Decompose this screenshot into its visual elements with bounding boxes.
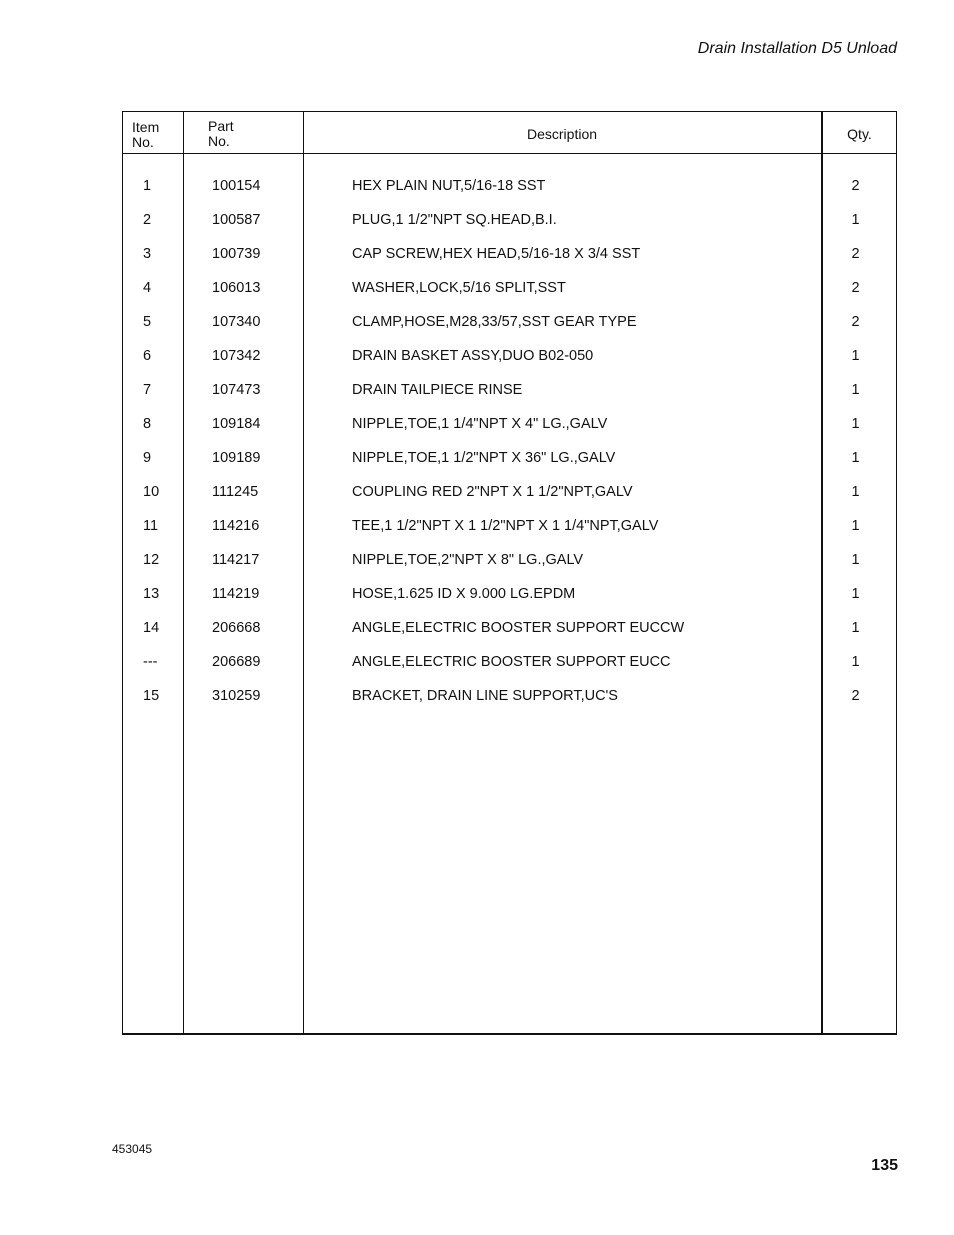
row-description: HEX PLAIN NUT,5/16-18 SST: [352, 178, 546, 194]
row-item-number: 12: [143, 552, 160, 568]
column-header-description: Description: [526, 126, 598, 142]
page-number: 135: [871, 1157, 898, 1174]
row-quantity: 1: [851, 518, 860, 534]
row-quantity: 2: [851, 178, 860, 194]
column-header-part: [208, 119, 234, 149]
row-description: CAP SCREW,HEX HEAD,5/16-18 X 3/4 SST: [352, 246, 641, 262]
row-part-number: 206689: [212, 654, 261, 670]
document-number: 453045: [112, 1142, 153, 1156]
row-item-number: 3: [143, 246, 152, 262]
row-description: NIPPLE,TOE,1 1/2"NPT X 36" LG.,GALV: [352, 450, 616, 466]
row-item-number: 9: [143, 450, 152, 466]
table-row: [123, 550, 896, 570]
row-item-number: 6: [143, 348, 152, 364]
column-header-part-line1: Part: [208, 118, 234, 134]
row-part-number: 114217: [212, 552, 260, 568]
row-part-number: 107340: [212, 314, 261, 330]
row-description: ANGLE,ELECTRIC BOOSTER SUPPORT EUCCW: [352, 620, 685, 636]
row-item-number: 5: [143, 314, 152, 330]
row-item-number: 4: [143, 280, 152, 296]
row-description: CLAMP,HOSE,M28,33/57,SST GEAR TYPE: [352, 314, 637, 330]
row-description: TEE,1 1/2"NPT X 1 1/2"NPT X 1 1/4"NPT,GALV: [352, 518, 659, 534]
table-row: [123, 482, 896, 502]
row-part-number: 107342: [212, 348, 261, 364]
table-row: [123, 584, 896, 604]
row-quantity: 1: [851, 450, 860, 466]
row-part-number: 310259: [212, 688, 261, 704]
table-row: [123, 210, 896, 230]
row-description: PLUG,1 1/2"NPT SQ.HEAD,B.I.: [352, 212, 557, 228]
row-item-number: 11: [143, 518, 159, 534]
row-item-number: ---: [143, 654, 158, 670]
row-item-number: 8: [143, 416, 152, 432]
row-quantity: 1: [851, 348, 860, 364]
row-item-number: 13: [143, 586, 160, 602]
row-description: ANGLE,ELECTRIC BOOSTER SUPPORT EUCC: [352, 654, 671, 670]
column-header-item: [132, 120, 159, 150]
row-item-number: 14: [143, 620, 160, 636]
row-quantity: 1: [851, 620, 860, 636]
header-divider: [123, 153, 896, 154]
column-header-qty: Qty.: [847, 126, 872, 142]
row-quantity: 1: [851, 382, 860, 398]
parts-table: [122, 111, 897, 1035]
row-item-number: 15: [143, 688, 160, 704]
row-quantity: 1: [851, 586, 860, 602]
table-row: [123, 244, 896, 264]
table-row: [123, 686, 896, 706]
table-row: [123, 618, 896, 638]
table-row: [123, 312, 896, 332]
row-quantity: 2: [851, 688, 860, 704]
row-description: DRAIN BASKET ASSY,DUO B02-050: [352, 348, 594, 364]
row-part-number: 109184: [212, 416, 261, 432]
row-quantity: 1: [851, 654, 860, 670]
row-item-number: 1: [143, 178, 152, 194]
row-quantity: 2: [851, 280, 860, 296]
row-item-number: 7: [143, 382, 152, 398]
column-header-item-line1: Item: [132, 119, 160, 135]
row-quantity: 1: [851, 416, 860, 432]
row-description: NIPPLE,TOE,2"NPT X 8" LG.,GALV: [352, 552, 584, 568]
table-row: [123, 448, 896, 468]
row-quantity: 1: [851, 212, 860, 228]
row-item-number: 2: [143, 212, 152, 228]
column-header-part-line2: No.: [208, 133, 230, 149]
table-row: [123, 176, 896, 196]
table-row: [123, 414, 896, 434]
row-quantity: 2: [851, 314, 860, 330]
table-row: [123, 380, 896, 400]
row-part-number: 100154: [212, 178, 261, 194]
running-head-title: Drain Installation D5 Unload: [697, 40, 897, 57]
row-quantity: 1: [851, 484, 860, 500]
row-part-number: 111245: [212, 484, 259, 500]
row-description: COUPLING RED 2"NPT X 1 1/2"NPT,GALV: [352, 484, 633, 500]
row-part-number: 114216: [212, 518, 260, 534]
row-description: DRAIN TAILPIECE RINSE: [352, 382, 523, 398]
row-description: WASHER,LOCK,5/16 SPLIT,SST: [352, 280, 566, 296]
column-header-item-line2: No.: [132, 134, 154, 150]
row-part-number: 109189: [212, 450, 261, 466]
row-item-number: 10: [143, 484, 160, 500]
row-quantity: 2: [851, 246, 860, 262]
row-part-number: 114219: [212, 586, 260, 602]
row-part-number: 100739: [212, 246, 261, 262]
table-row: [123, 652, 896, 672]
row-quantity: 1: [851, 552, 860, 568]
row-description: BRACKET, DRAIN LINE SUPPORT,UC'S: [352, 688, 618, 704]
row-description: NIPPLE,TOE,1 1/4"NPT X 4" LG.,GALV: [352, 416, 608, 432]
row-part-number: 107473: [212, 382, 261, 398]
table-row: [123, 346, 896, 366]
row-part-number: 106013: [212, 280, 261, 296]
table-row: [123, 278, 896, 298]
row-description: HOSE,1.625 ID X 9.000 LG.EPDM: [352, 586, 576, 602]
table-row: [123, 516, 896, 536]
row-part-number: 100587: [212, 212, 261, 228]
row-part-number: 206668: [212, 620, 261, 636]
